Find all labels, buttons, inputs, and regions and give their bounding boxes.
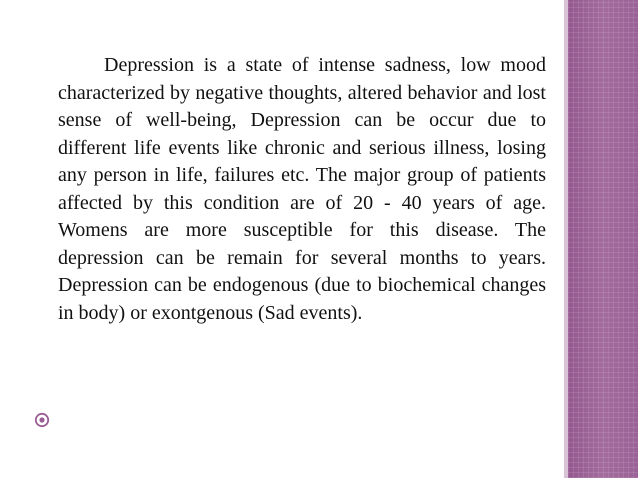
decorative-side-panel [568,0,638,478]
slide-body-paragraph: Depression is a state of intense sadness, low mood characterized by negative thoughts, altered behavior and lost sense of well-being, Depression can be occur due to different life events like chronic and serious illness, losing any person in life, failures etc. The major group of patients affected by this condition are of 20 - 40 years of age. Womens are more susceptible for this disease. The depression can be remain for several months to years. Depression can be endogenous (due to biochemical changes in body) or exontgenous (Sad events). [58,54,546,324]
circled-dot-bullet-icon [34,412,50,428]
